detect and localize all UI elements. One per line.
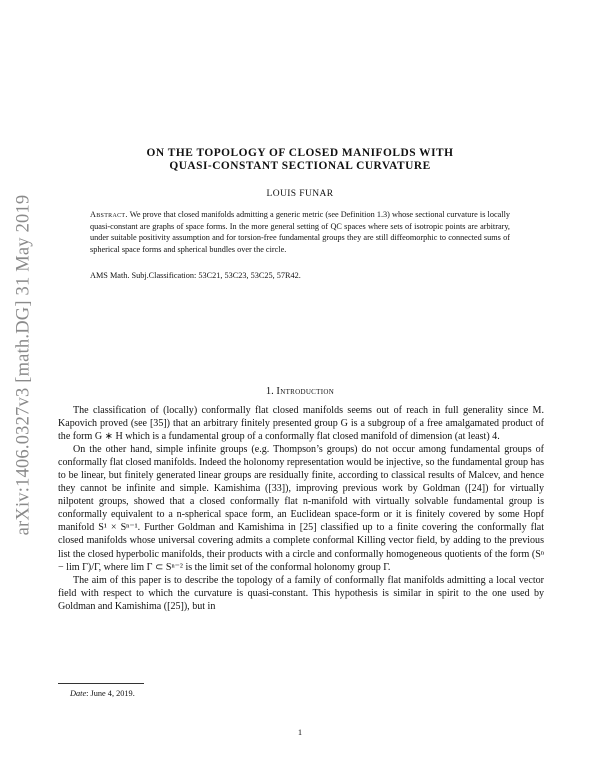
body-text: [58, 404, 544, 613]
page-number: 1: [297, 727, 303, 737]
arxiv-identifier-stamp: [4, 170, 44, 560]
paragraph: The classification of (locally) conformally flat closed manifolds seems out of reach in full generality since M. Kapovich proved (see [35]) that an arbitrary finitely presented group G is a subgroup of a free amalgamated product of the form G ∗ H which is a fundamental group of a conformally flat closed manifold of dimension (at least) 4.: [58, 405, 544, 443]
section-heading: [0, 386, 600, 397]
abstract-label: Abstract.: [90, 210, 128, 219]
arxiv-stamp-text: arXiv:1406.0327v3 [math.DG] 31 May 2019: [13, 194, 34, 536]
ams-classification: AMS Math. Subj.Classification: 53C21, 53C23, 53C25, 57R42.: [90, 271, 301, 280]
abstract: [90, 209, 510, 255]
paper-title-line-2: QUASI-CONSTANT SECTIONAL CURVATURE: [169, 160, 431, 172]
section-title: Introduction: [276, 386, 335, 397]
abstract-text: We prove that closed manifolds admitting a generic metric (see Definition 1.3) whose sectional curvature is locally quasi-constant are graphs of space forms. In the more general setting of QC spaces where sets of isotropic points are arbitrary, under suitable positivity assumption and for torsion-free fundamental groups they are still diffeomorphic to connected sums of spherical space forms and spherical bundles over the circle.: [90, 210, 510, 254]
footnote-text: : June 4, 2019.: [86, 689, 135, 698]
footnote-label: Date: [70, 689, 87, 698]
paragraph: On the other hand, simple infinite groups (e.g. Thompson’s groups) do not occur among fundamental groups of conformally flat closed manifolds. Indeed the holonomy representation would be injective, so the fundamental group has to be linear, but finitely generated linear groups are residually finite, according to classical results of Malcev, and hence they cannot be infinite and simple. Kamishima ([33]), improving previous work by Goldman ([24]) for virtually nilpotent groups, showed that a closed conformally flat n-manifold with virtually solvable fundamental group is conformally equivalent to a n-spherical space form, an Euclidean space-form or it is finitely covered by some Hopf manifold S¹ × Sⁿ⁻¹. Further Goldman and Kamishima in [25] classified up to a finite covering the conformally flat closed manifolds whose universal covering admits a complete conformal Killing vector field, by adding to the previous list the closed hyperbolic manifolds, their products with a circle and conformally homogeneous quotients of the form (Sⁿ − lim Γ)/Γ, where lim Γ ⊂ Sⁿ⁻² is the limit set of the conformal holonomy group Γ.: [58, 444, 544, 573]
paper-title-line-1: ON THE TOPOLOGY OF CLOSED MANIFOLDS WITH: [146, 147, 454, 159]
author-name: LOUIS FUNAR: [266, 189, 334, 199]
paragraph: The aim of this paper is to describe the topology of a family of conformally flat manifolds admitting a local vector field with respect to which the curvature is quasi-constant. This hypothesis is similar in spirit to the one used by Goldman and Kamishima ([25]), but in: [58, 574, 544, 612]
footnote-rule: [58, 683, 144, 684]
section-number: 1.: [265, 386, 274, 397]
footnote: [70, 689, 135, 698]
